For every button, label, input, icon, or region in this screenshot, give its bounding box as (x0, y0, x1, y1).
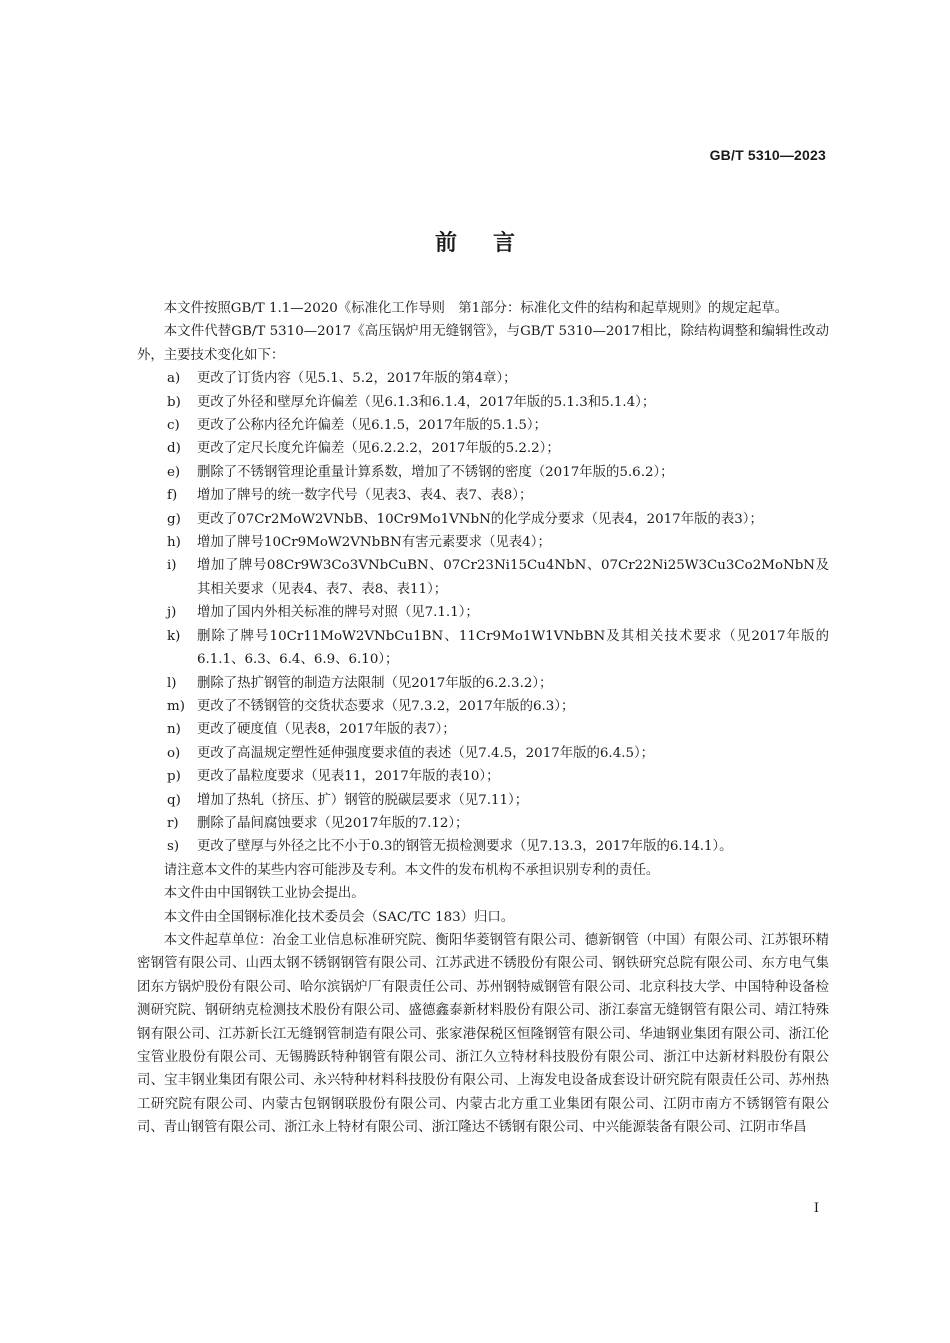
list-item (137, 391, 829, 414)
list-marker: l) (167, 675, 177, 691)
list-item (137, 414, 829, 437)
standard-number: GB/T 5310—2023 (709, 147, 826, 163)
list-marker: j) (167, 605, 177, 621)
list-marker: i) (167, 558, 177, 574)
list-item (137, 625, 829, 672)
list-text: 更改了壁厚与外径之比不小于0.3的钢管无损检测要求（见7.13.3，2017年版的6.14.1）。 (197, 839, 733, 855)
list-text: 删除了牌号10Cr11MoW2VNbCu1BN、11Cr9Mo1W1VNbBN及其相关技术要求（见2017年版的6.1.1、6.3、6.4、6.9、6.10）； (197, 628, 829, 668)
list-marker: d) (167, 441, 181, 457)
list-item (137, 367, 829, 390)
list-item (137, 765, 829, 788)
list-marker: b) (167, 394, 181, 410)
list-marker: g) (167, 511, 181, 527)
list-text: 增加了国内外相关标准的牌号对照（见7.1.1）； (197, 605, 479, 621)
changes-list (137, 367, 829, 859)
list-item (137, 835, 829, 858)
list-item (137, 789, 829, 812)
paragraph-drafting-rules: 本文件按照GB/T 1.1—2020《标准化工作导则 第1部分：标准化文件的结构和起草规则》的规定起草。 (163, 301, 789, 316)
drafting-units: 本文件起草单位：冶金工业信息标准研究院、衡阳华菱钢管有限公司、德新钢管（中国）有限公司、江苏银环精密钢管有限公司、山西太钢不锈钢钢管有限公司、江苏武进不锈股份有限公司、钢铁研究总院有限公司、东方电气集团东方锅炉股份有限公司、哈尔滨锅炉厂有限责任公司、苏州钢特威钢管有限公司、北京科技大学、中国特种设备检测研究院、钢研纳克检测技术股份有限公司、盛德鑫泰新材料股份有限公司、浙江泰富无缝钢管有限公司、靖江特殊钢有限公司、江苏新长江无缝钢管制造有限公司、张家港保税区恒隆钢管有限公司、华迪钢业集团有限公司、浙江伦宝管业股份有限公司、无锡腾跃特种钢管有限公司、浙江久立特材科技股份有限公司、浙江中达新材料股份有限公司、宝丰钢业集团有限公司、永兴特种材料科技股份有限公司、上海发电设备成套设计研究院有限责任公司、苏州热工研究院有限公司、内蒙古包钢钢联股份有限公司、内蒙古北方重工业集团有限公司、江阴市南方不锈钢管有限公司、青山钢管有限公司、浙江永上特材有限公司、浙江隆达不锈钢有限公司、中兴能源装备有限公司、江阴市华昌 (137, 932, 829, 1136)
list-text: 更改了晶粒度要求（见表11，2017年版的表10）； (197, 769, 500, 785)
list-marker: q) (167, 792, 181, 808)
list-text: 更改了公称内径允许偏差（见6.1.5，2017年版的5.1.5）； (197, 418, 547, 434)
paragraph-replacement: 本文件代替GB/T 5310—2017《高压锅炉用无缝钢管》，与GB/T 5310—2017相比，除结构调整和编辑性改动外，主要技术变化如下： (137, 324, 829, 363)
list-text: 删除了晶间腐蚀要求（见2017年版的7.12）； (197, 815, 469, 831)
list-marker: f) (167, 488, 178, 504)
list-text: 增加了牌号08Cr9W3Co3VNbCuBN、07Cr23Ni15Cu4NbN、07Cr22Ni25W3Cu3Co2MoNbN及其相关要求（见表4、表7、表8、表11）； (197, 558, 829, 597)
list-marker: c) (167, 418, 180, 434)
list-text: 更改了高温规定塑性延伸强度要求值的表述（见7.4.5，2017年版的6.4.5）； (197, 745, 655, 761)
list-item (137, 812, 829, 835)
list-text: 增加了热轧（挤压、扩）钢管的脱碳层要求（见7.11）； (197, 792, 529, 808)
list-marker: k) (167, 628, 181, 644)
list-marker: a) (167, 371, 181, 387)
list-marker: p) (167, 769, 181, 785)
list-text: 删除了热扩钢管的制造方法限制（见2017年版的6.2.3.2）； (197, 675, 553, 691)
page-title: 前言 (434, 231, 551, 256)
proposed-by: 本文件由中国钢铁工业协会提出。 (163, 886, 365, 902)
list-text: 更改了订货内容（见5.1、5.2，2017年版的第4章）； (197, 371, 517, 387)
page-number: I (813, 1201, 819, 1216)
centralized-by: 本文件由全国钢标准化技术委员会（SAC/TC 183）归口。 (163, 909, 515, 925)
list-item (137, 461, 829, 484)
list-item (137, 484, 829, 507)
list-marker: h) (167, 535, 181, 551)
list-marker: r) (167, 815, 179, 831)
list-item (137, 672, 829, 695)
list-marker: m) (167, 698, 185, 714)
list-item (137, 554, 829, 601)
list-item (137, 695, 829, 718)
list-item (137, 531, 829, 554)
foreword-body (137, 297, 829, 1140)
list-marker: e) (167, 464, 181, 480)
list-item (137, 601, 829, 624)
list-text: 更改了定尺长度允许偏差（见6.2.2.2，2017年版的5.2.2）； (197, 441, 560, 457)
list-item (137, 508, 829, 531)
patent-notice: 请注意本文件的某些内容可能涉及专利。本文件的发布机构不承担识别专利的责任。 (163, 862, 660, 878)
list-marker: n) (167, 722, 181, 738)
list-text: 删除了不锈钢管理论重量计算系数，增加了不锈钢的密度（2017年版的5.6.2）； (197, 464, 674, 480)
list-item (137, 437, 829, 460)
list-text: 更改了外径和壁厚允许偏差（见6.1.3和6.1.4，2017年版的5.1.3和5.1.4）； (197, 394, 656, 410)
list-text: 更改了硬度值（见表8，2017年版的表7）； (197, 722, 456, 738)
list-item (137, 742, 829, 765)
list-text: 更改了07Cr2MoW2VNbB、10Cr9Mo1VNbN的化学成分要求（见表4，2017年版的表3）； (197, 511, 763, 527)
list-text: 增加了牌号10Cr9MoW2VNbBN有害元素要求（见表4）； (197, 535, 551, 551)
list-text: 更改了不锈钢管的交货状态要求（见7.3.2，2017年版的6.3）； (197, 698, 575, 714)
list-item (137, 718, 829, 741)
list-marker: o) (167, 745, 181, 761)
list-marker: s) (167, 839, 180, 855)
list-text: 增加了牌号的统一数字代号（见表3、表4、表7、表8）； (197, 488, 533, 504)
